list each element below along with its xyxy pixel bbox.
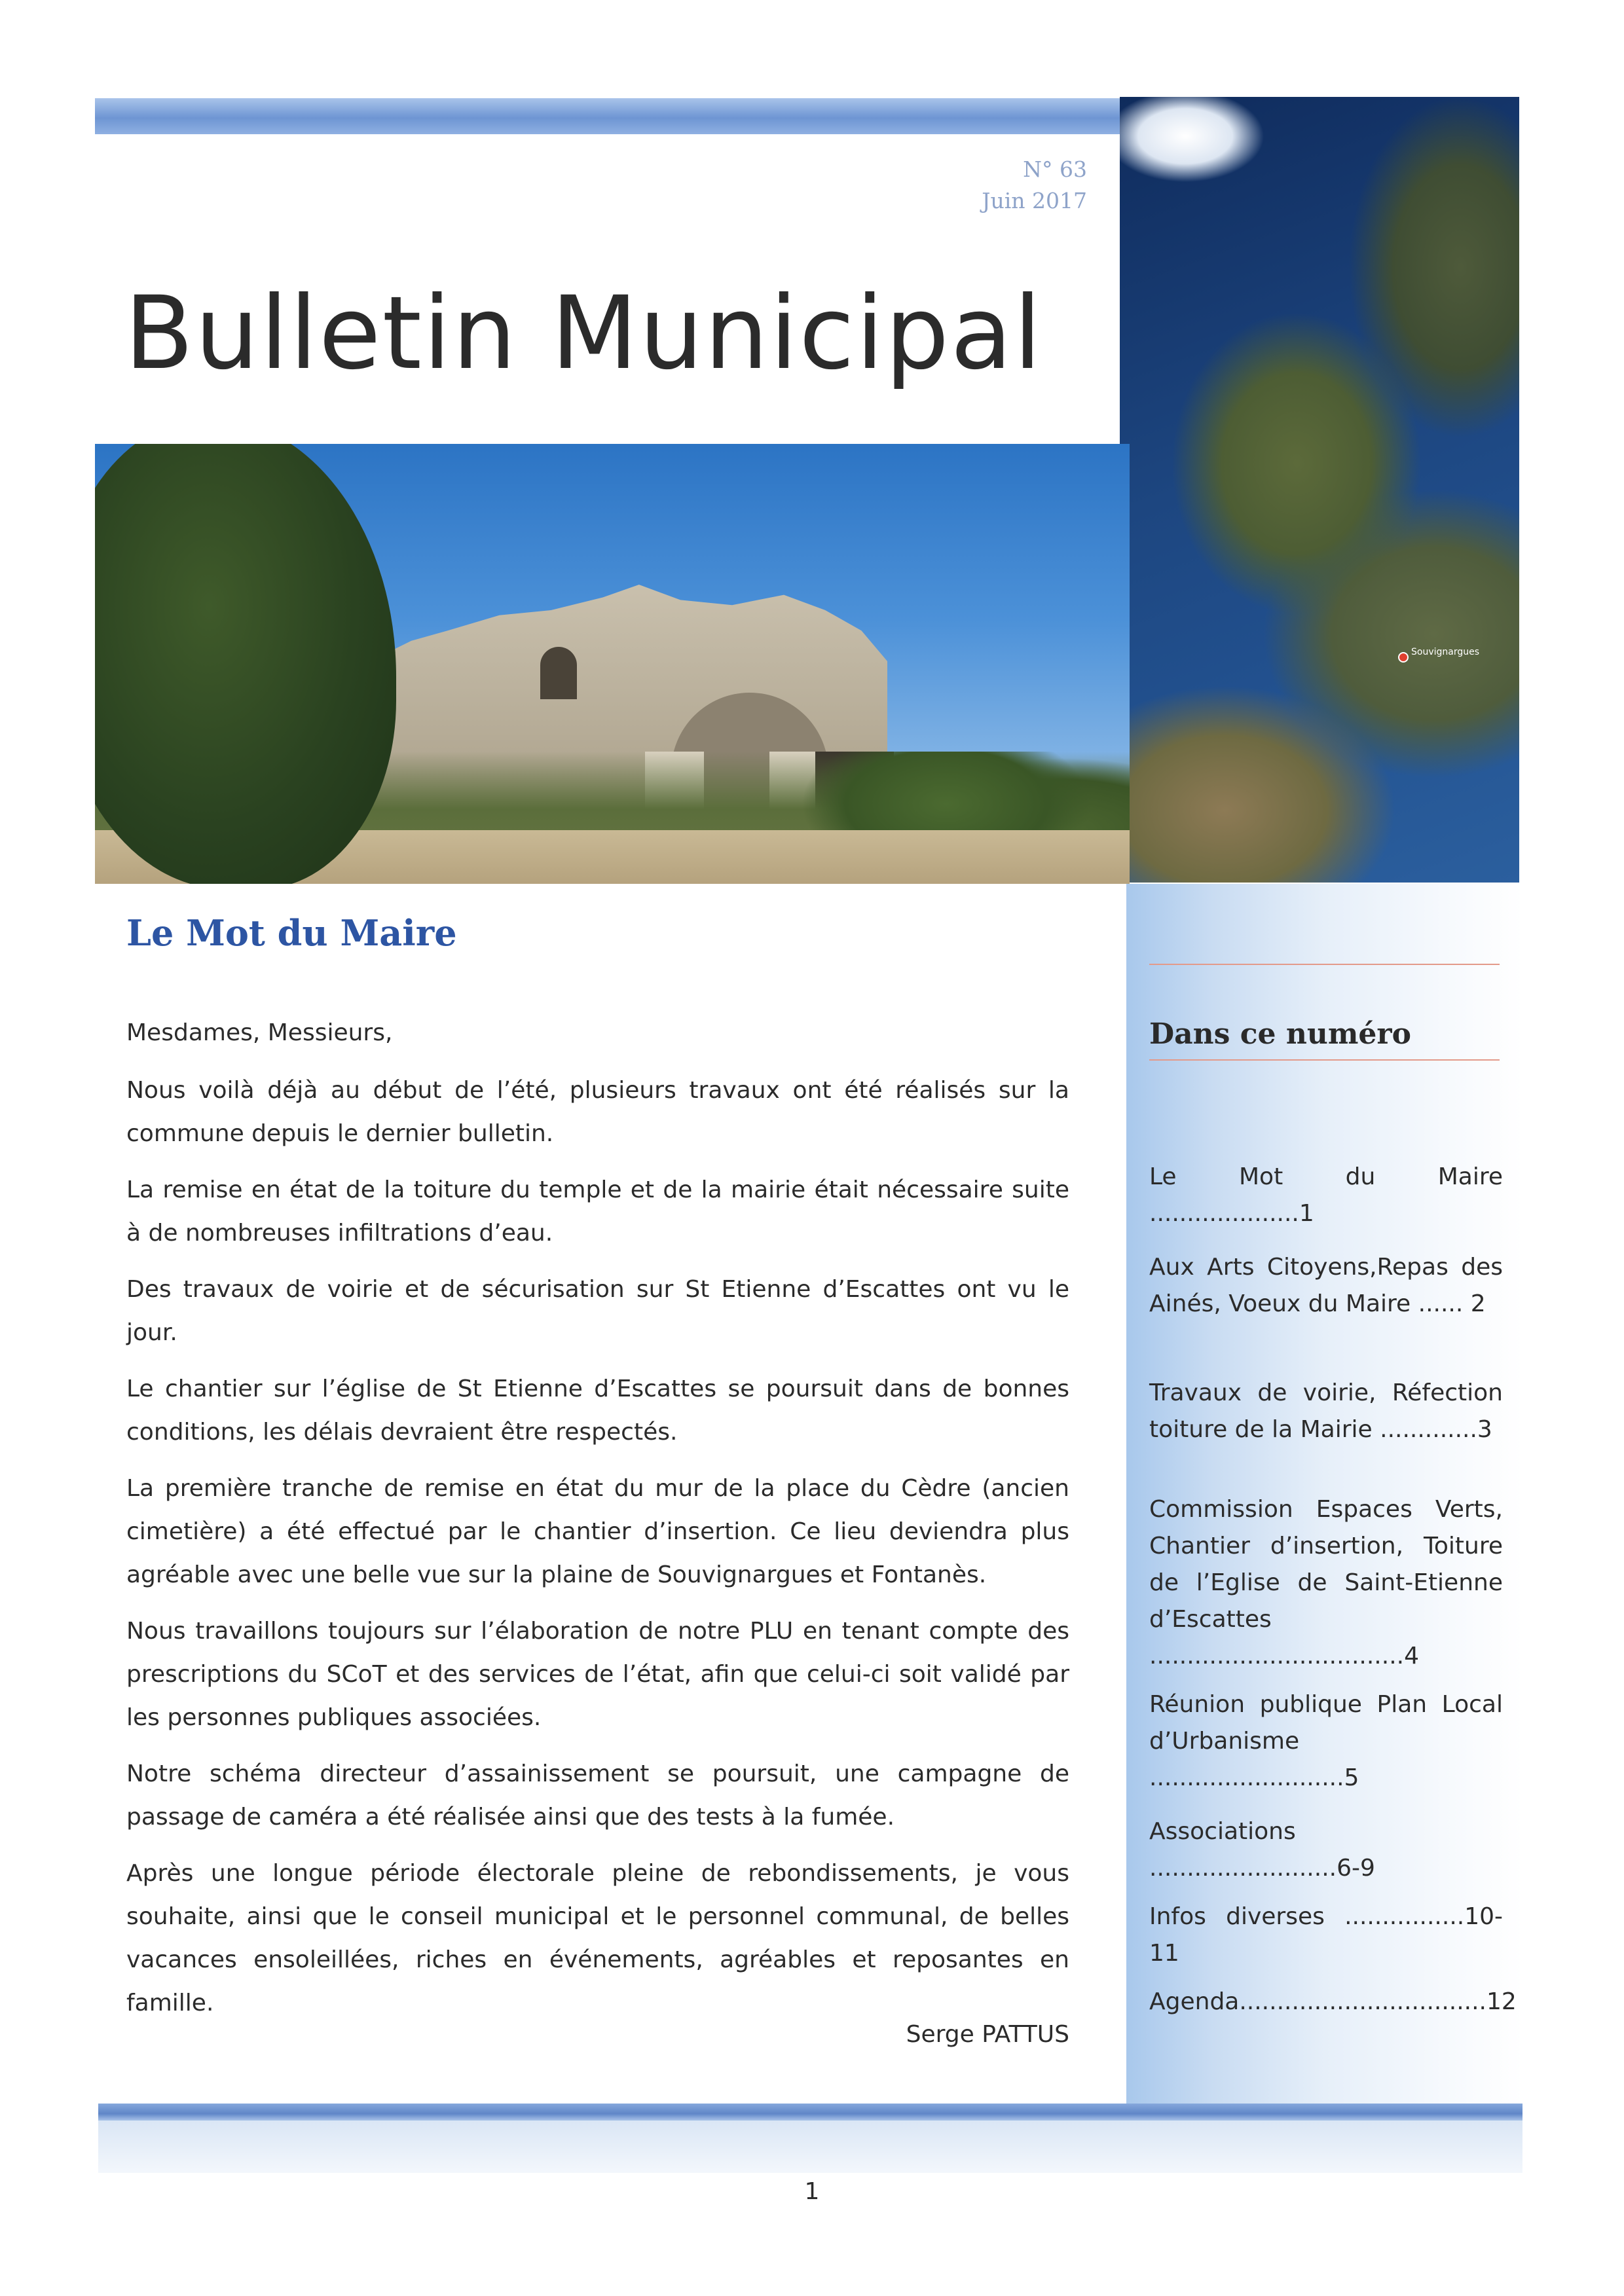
page-number: 1 <box>804 2178 820 2205</box>
footer-bar <box>98 2104 1522 2121</box>
toc-entry: Agenda.................................12 <box>1149 1988 1517 2015</box>
article-title: Le Mot du Maire <box>126 912 457 954</box>
church-ruin-photo <box>95 444 1130 884</box>
article-paragraph: La première tranche de remise en état du mur de la place du Cèdre (ancien cimetière) a été effectué par le chantier d’insertion. Ce lieu deviendra plus agréable avec une belle vue sur la plaine de Souvignargues et Fontanès. <box>126 1475 1069 1588</box>
issue-info <box>982 154 1087 217</box>
article-salutation: Mesdames, Messieurs, <box>126 1019 393 1046</box>
bulletin-title: Bulletin Municipal <box>124 275 1043 392</box>
article-paragraph: Notre schéma directeur d’assainissement se poursuit, une campagne de passage de caméra a été réalisée ainsi que des tests à la fumée. <box>126 1760 1069 1831</box>
europe-map-image <box>1120 97 1519 883</box>
sidebar-divider <box>1149 964 1500 965</box>
toc-entry: Travaux de voirie, Réfection toiture de la Mairie .............3 <box>1149 1379 1503 1443</box>
article-paragraph: Nous travaillons toujours sur l’élaboration de notre PLU en tenant compte des prescriptions du SCoT et des services de l’état, afin que celui-ci soit validé par les personnes publiques associées. <box>126 1618 1069 1731</box>
header-bar <box>95 98 1120 134</box>
article-paragraph: Le chantier sur l’église de St Etienne d’Escattes se poursuit dans de bonnes conditions, les délais devraient être respectés. <box>126 1376 1069 1446</box>
toc-entry: Réunion publique Plan Local d’Urbanisme ..........................5 <box>1149 1691 1503 1791</box>
map-marker-label: Souvignargues <box>1411 647 1480 657</box>
article-paragraph: Nous voilà déjà au début de l’été, plusieurs travaux ont été réalisés sur la commune depuis le dernier bulletin. <box>126 1077 1069 1147</box>
toc-entry: Associations .........................6-9 <box>1149 1818 1375 1882</box>
article-paragraph: Après une longue période électorale pleine de rebondissements, je vous souhaite, ainsi que le conseil municipal et le personnel communal, de belles vacances ensoleillées, riches en événements, agréables et reposantes en famille. <box>126 1860 1069 2016</box>
article-paragraph: Des travaux de voirie et de sécurisation sur St Etienne d’Escattes ont vu le jour. <box>126 1276 1069 1346</box>
photo-tree <box>95 444 396 884</box>
toc-entry: Le Mot du Maire ....................1 <box>1149 1163 1503 1227</box>
location-pin-icon <box>1398 652 1409 663</box>
article-paragraph: La remise en état de la toiture du temple et de la mairie était nécessaire suite à de nombreuses infiltrations d’eau. <box>126 1176 1069 1247</box>
sidebar-divider <box>1149 1059 1500 1061</box>
toc-entry: Infos diverses ................10-11 <box>1149 1903 1503 1967</box>
sidebar-title: Dans ce numéro <box>1149 1017 1411 1051</box>
toc-entry: Aux Arts Citoyens,Repas des Ainés, Voeux du Maire ...... 2 <box>1149 1254 1503 1317</box>
footer-band <box>98 2121 1522 2173</box>
article-signature: Serge PATTUS <box>906 2021 1069 2048</box>
toc-entry: Commission Espaces Verts, Chantier d’insertion, Toiture de l’Eglise de Saint-Etienne d’Escattes ..................................4 <box>1149 1496 1503 1669</box>
article-body <box>126 1011 1069 2038</box>
ruin-window <box>540 647 577 699</box>
issue-number: N° 63 <box>1023 156 1087 182</box>
issue-date: Juin 2017 <box>982 188 1087 213</box>
